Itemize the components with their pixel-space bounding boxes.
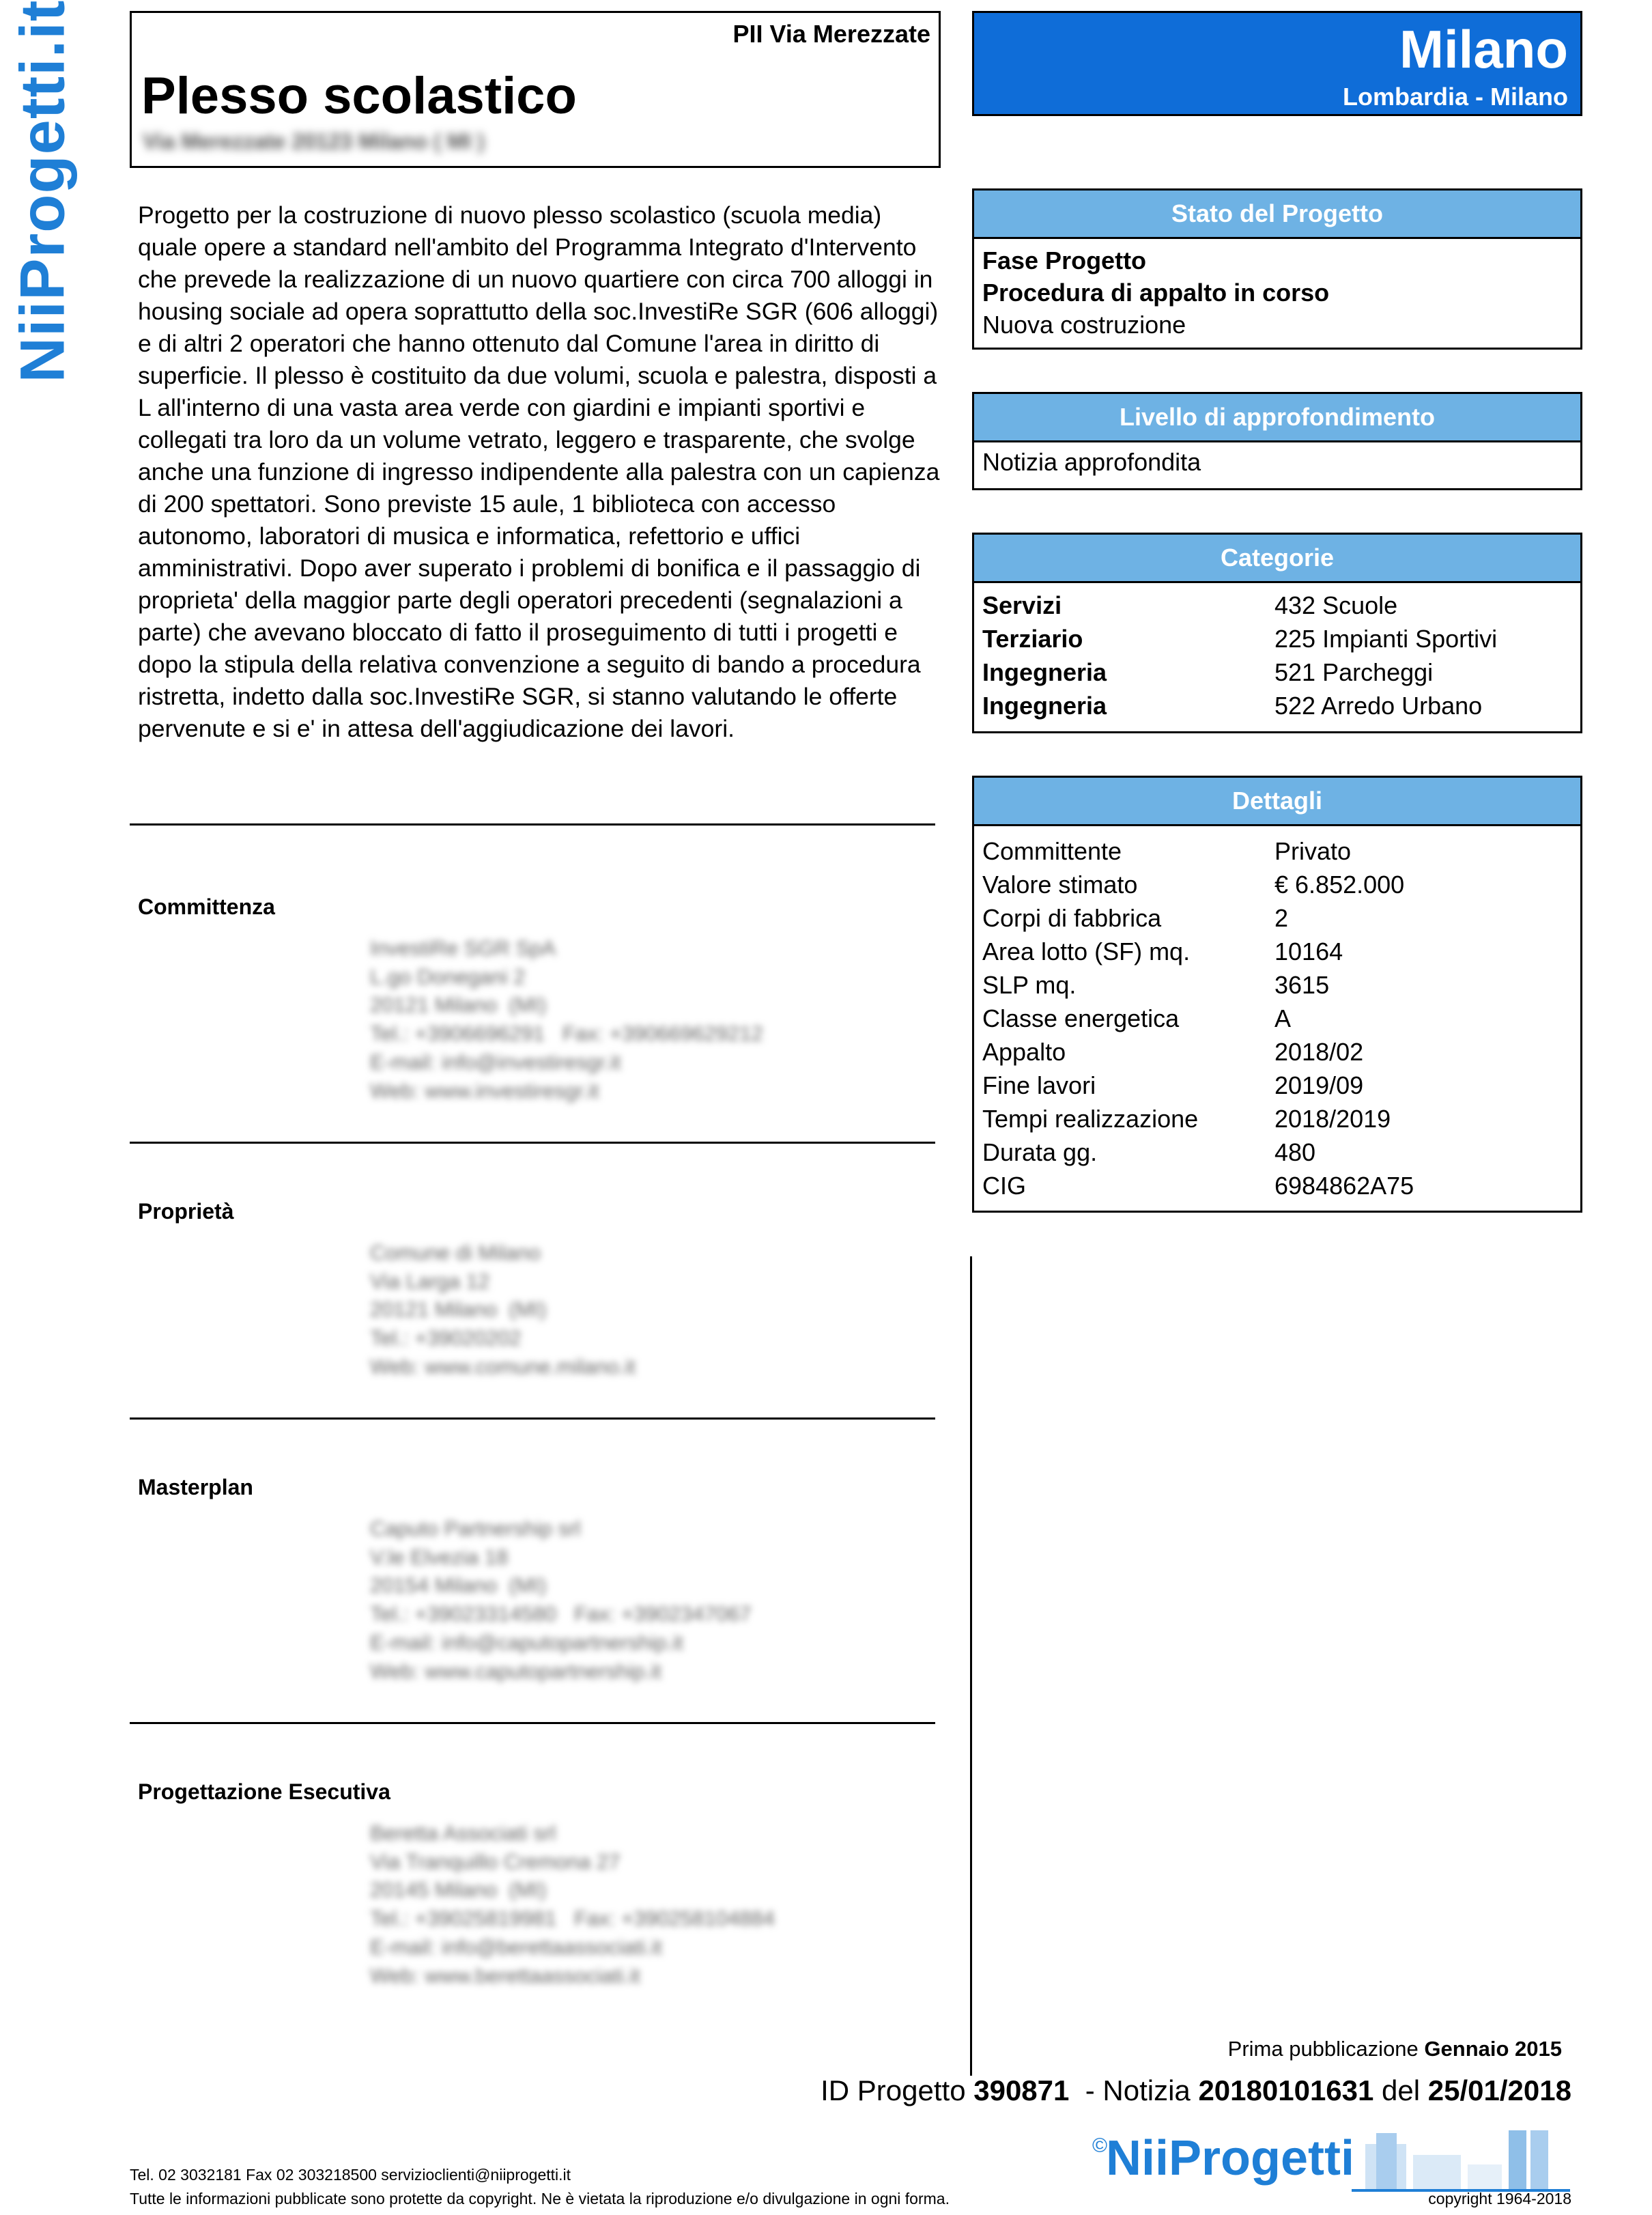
skyline-icon-shape xyxy=(1468,2164,1502,2192)
masterplan-details: Caputo Partnership srl V.le Elvezia 18 20154 Milano (MI) Tel.: +39023314580 Fax: +3902347067 E-mail: info@caputopartnership.it Web: www.caputopartnership.it xyxy=(370,1516,752,1683)
categoria-value: 225 Impianti Sportivi xyxy=(1274,625,1498,653)
brand-logo xyxy=(1092,2124,1570,2192)
vertical-logo-text: NiiProgetti.it xyxy=(8,0,78,383)
dettagli-value: A xyxy=(1274,1004,1292,1032)
skyline-icon-shape xyxy=(1413,2155,1461,2192)
progettazione-label: Progettazione Esecutiva xyxy=(138,1779,390,1804)
progettazione-details: Beretta Associati srl Via Tranquillo Cremona 27 20145 Milano (MI) Tel.: +39025819981 Fax: +390258104884 E-mail: info@berettaassociati.it Web: www.berettaassociati.it xyxy=(370,1821,775,1988)
categoria-row xyxy=(974,655,1580,689)
categoria-sector: Ingegneria xyxy=(982,692,1107,720)
skyline-icon-shape xyxy=(1376,2133,1397,2192)
region-name: Lombardia - Milano xyxy=(1342,83,1568,111)
dettagli-row xyxy=(974,1002,1580,1035)
dettagli-key: Appalto xyxy=(982,1038,1066,1066)
title-box xyxy=(130,11,941,168)
categoria-value: 522 Arredo Urbano xyxy=(1274,692,1483,720)
notizia-value: 20180101631 xyxy=(1198,2074,1374,2106)
categorie-panel xyxy=(972,533,1582,733)
dettagli-value: 6984862A75 xyxy=(1274,1172,1414,1200)
categoria-sector: Terziario xyxy=(982,625,1083,653)
city-box xyxy=(972,11,1582,116)
dettagli-row xyxy=(974,868,1580,901)
divider xyxy=(130,1417,935,1420)
committenza-label: Committenza xyxy=(138,894,275,919)
brand-name: NiiProgetti xyxy=(1106,2131,1355,2186)
divider xyxy=(130,1722,935,1724)
footer-copyright: copyright 1964-2018 xyxy=(1428,2190,1571,2207)
dettagli-key: Valore stimato xyxy=(982,871,1138,899)
dettagli-value: Privato xyxy=(1274,837,1352,865)
categoria-row xyxy=(974,622,1580,655)
dettagli-key: CIG xyxy=(982,1172,1027,1200)
stato-row: Procedura di appalto in corso xyxy=(982,279,1330,307)
dettagli-panel xyxy=(972,776,1582,1213)
project-address: Via Merezzate 20123 Milano ( MI ) xyxy=(143,129,485,154)
skyline-icon-shape xyxy=(1509,2130,1526,2192)
masterplan-label: Masterplan xyxy=(138,1475,253,1499)
city-name: Milano xyxy=(1399,19,1568,79)
dettagli-key: Classe energetica xyxy=(982,1004,1180,1032)
id-label: ID Progetto xyxy=(821,2074,974,2106)
divider xyxy=(130,823,935,826)
notizia-date: 25/01/2018 xyxy=(1427,2074,1571,2106)
dettagli-row xyxy=(974,1135,1580,1169)
skyline-icon xyxy=(1352,2124,1570,2192)
id-line xyxy=(821,2074,1571,2107)
committenza-details: InvestiRe SGR SpA L.go Donegani 2 20121 Milano (MI) Tel.: +3906696291 Fax: +390669629212 E-mail: info@investiresgr.it Web: www.investiresgr.it xyxy=(370,936,763,1103)
divider xyxy=(130,1142,935,1144)
footer-disclaimer: Tutte le informazioni pubblicate sono protette da copyright. Ne è vietata la riproduzione e/o divulgazione in ogni forma. xyxy=(130,2190,950,2207)
categorie-title: Categorie xyxy=(974,535,1580,583)
dettagli-row xyxy=(974,834,1580,868)
livello-panel xyxy=(972,392,1582,490)
categoria-value: 521 Parcheggi xyxy=(1274,658,1434,686)
notizia-label: - Notizia xyxy=(1069,2074,1199,2106)
dettagli-value: 2 xyxy=(1274,904,1289,932)
dettagli-key: Fine lavori xyxy=(982,1071,1096,1099)
first-publication xyxy=(1228,2037,1562,2061)
dettagli-row xyxy=(974,1069,1580,1102)
skyline-icon-shape xyxy=(1530,2130,1548,2192)
dettagli-value: 2019/09 xyxy=(1274,1071,1364,1099)
dettagli-value: 2018/2019 xyxy=(1274,1105,1391,1133)
stato-title: Stato del Progetto xyxy=(974,191,1580,239)
categoria-row xyxy=(974,589,1580,622)
dettagli-value: 3615 xyxy=(1274,971,1330,999)
dettagli-row xyxy=(974,935,1580,968)
dettagli-value: 480 xyxy=(1274,1138,1316,1166)
dettagli-key: Tempi realizzazione xyxy=(982,1105,1199,1133)
dettagli-key: Corpi di fabbrica xyxy=(982,904,1162,932)
livello-title: Livello di approfondimento xyxy=(974,394,1580,442)
project-description: Progetto per la costruzione di nuovo plesso scolastico (scuola media) quale opere a standard nell'ambito del Programma Integrato d'Intervento che prevede la realizzazione di un nuovo quartiere con circa 700 alloggi in housing sociale ad opera soprattutto della soc.InvestiRe SGR (606 alloggi) e di altri 2 operatori che hanno ottenuto dal Comune l'area in diritto di superficie. Il plesso è costituito da due volumi, scuola e palestra, disposti a L all'interno di una vasta area verde con giardini e impianti sportivi e collegati tra loro da un volume vetrato, leggero e trasparente, che svolge anche una funzione di ingresso indipendente alla palestra con un capienza di 200 spettatori. Sono previste 15 aule, 1 biblioteca con accesso autonomo, laboratori di musica e informatica, refettorio e uffici amministrativi. Dopo aver superato i problemi di bonifica e il passaggio di proprieta' della maggior parte degli operatori precedenti (segnalazioni a parte) che avevano bloccato di fatto il proseguimento di tutti i progetti e dopo la stipula della relativa convenzione a seguito di bando a procedura ristretta, indetto dalla soc.InvestiRe SGR, si stanno valutando le offerte pervenute e si e' in attesa dell'aggiudicazione dei lavori. xyxy=(138,201,940,742)
dettagli-key: SLP mq. xyxy=(982,971,1077,999)
dettagli-value: 2018/02 xyxy=(1274,1038,1364,1066)
stato-row: Nuova costruzione xyxy=(982,311,1186,339)
page-title: Plesso scolastico xyxy=(141,67,577,125)
proprieta-label: Proprietà xyxy=(138,1199,234,1224)
dettagli-value: € 6.852.000 xyxy=(1274,871,1405,899)
categoria-value: 432 Scuole xyxy=(1274,591,1398,619)
categoria-sector: Ingegneria xyxy=(982,658,1107,686)
column-rule xyxy=(970,1256,972,2076)
dettagli-row xyxy=(974,1035,1580,1069)
stato-panel xyxy=(972,188,1582,350)
first-publication-date: Gennaio 2015 xyxy=(1424,2037,1562,2061)
categoria-sector: Servizi xyxy=(982,591,1062,619)
footer-contacts: Tel. 02 3032181 Fax 02 303218500 servizioclienti@niiprogetti.it xyxy=(130,2166,571,2184)
id-value: 390871 xyxy=(973,2074,1070,2106)
dettagli-row xyxy=(974,1169,1580,1202)
dettagli-key: Area lotto (SF) mq. xyxy=(982,937,1191,965)
livello-value: Notizia approfondita xyxy=(982,448,1201,476)
dettagli-key: Committente xyxy=(982,837,1122,865)
dettagli-key: Durata gg. xyxy=(982,1138,1098,1166)
del-label: del xyxy=(1373,2074,1428,2106)
dettagli-value: 10164 xyxy=(1274,937,1343,965)
dettagli-row xyxy=(974,1102,1580,1135)
stato-row: Fase Progetto xyxy=(982,246,1147,274)
categoria-row xyxy=(974,689,1580,722)
vertical-logo xyxy=(8,0,78,383)
dettagli-title: Dettagli xyxy=(974,778,1580,826)
dettagli-row xyxy=(974,901,1580,935)
dettagli-row xyxy=(974,968,1580,1002)
first-publication-label: Prima pubblicazione xyxy=(1227,2037,1425,2061)
project-tag: PII Via Merezzate xyxy=(732,20,930,48)
proprieta-details: Comune di Milano Via Larga 12 20121 Milano (MI) Tel.: +39020202 Web: www.comune.milano.it xyxy=(370,1241,636,1379)
brand-registered-mark: © xyxy=(1092,2134,1108,2157)
